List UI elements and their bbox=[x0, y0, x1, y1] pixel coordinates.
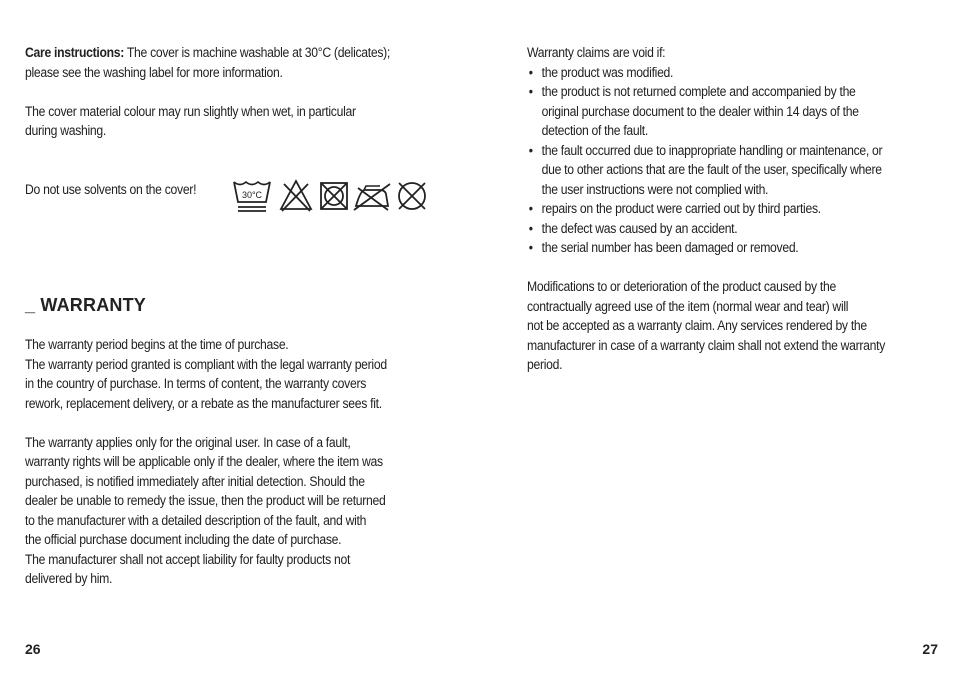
care-instructions bbox=[25, 44, 429, 142]
no-iron-icon bbox=[352, 178, 392, 214]
care-symbols bbox=[232, 178, 432, 214]
para-line: contractually agreed use of the item (normal wear and tear) will bbox=[527, 298, 849, 315]
solvents-note: Do not use solvents on the cover! bbox=[25, 182, 197, 198]
list-item: • the product is not returned complete and accompanied by the original purchase document to the dealer within 14 days of the detection of the fault. bbox=[528, 84, 859, 139]
para-line: not be accepted as a warranty claim. Any services rendered by the bbox=[527, 318, 867, 334]
left-page bbox=[25, 0, 435, 678]
colour-note-line2: during washing. bbox=[25, 123, 106, 139]
no-dry-clean-icon bbox=[394, 178, 430, 214]
care-text-line2: please see the washing label for more information. bbox=[25, 64, 283, 81]
bullet: • bbox=[528, 240, 533, 256]
para-line: dealer be unable to remedy the issue, then the product will be returned bbox=[25, 493, 386, 509]
para-line: manufacturer in case of a warranty claim shall not extend the warranty bbox=[527, 337, 886, 354]
list-item: • the serial number has been damaged or removed. bbox=[527, 239, 931, 259]
list-item: • repairs on the product were carried out by third parties. bbox=[527, 200, 931, 220]
bullet: • bbox=[528, 64, 533, 81]
page-number-right: 27 bbox=[922, 641, 938, 657]
bullet: • bbox=[528, 84, 533, 100]
void-section bbox=[527, 44, 931, 376]
bullet: • bbox=[528, 142, 533, 159]
para-line: delivered by him. bbox=[25, 571, 113, 587]
list-item: • the defect was caused by an accident. bbox=[527, 220, 931, 240]
para-line: rework, replacement delivery, or a rebate as the manufacturer sees fit. bbox=[25, 395, 382, 412]
right-page bbox=[527, 0, 938, 678]
care-label: Care instructions: bbox=[25, 45, 124, 61]
para-line: The manufacturer shall not accept liability for faulty products not bbox=[25, 551, 351, 568]
para-line: period. bbox=[527, 357, 563, 373]
colour-note-line1: The cover material colour may run slightly when wet, in particular bbox=[25, 103, 356, 120]
para-line: purchased, is notified immediately after initial detection. Should the bbox=[25, 473, 365, 490]
care-text-line1: The cover is machine washable at 30°C (delicates); bbox=[123, 45, 391, 61]
void-intro: Warranty claims are void if: bbox=[527, 45, 666, 61]
warranty-para1 bbox=[25, 336, 429, 414]
bullet: • bbox=[528, 220, 533, 237]
no-tumble-dry-icon bbox=[318, 178, 350, 214]
warranty-para2 bbox=[25, 434, 429, 590]
wash-30-gentle-icon bbox=[232, 178, 274, 214]
modifications-para bbox=[527, 278, 931, 376]
para-line: Modifications to or deterioration of the product caused by the bbox=[527, 279, 836, 295]
list-item: • the fault occurred due to inappropriate handling or maintenance, or due to other actions that are the fault of the user, specifically where the user instructions were not complied with. bbox=[528, 142, 883, 198]
para-line: in the country of purchase. In terms of content, the warranty covers bbox=[25, 376, 367, 392]
para-line: to the manufacturer with a detailed description of the fault, and with bbox=[25, 512, 367, 529]
wash-temp-label: 30°C bbox=[241, 190, 263, 200]
para-line: The warranty period begins at the time of purchase. bbox=[25, 337, 289, 353]
list-item: • the product was modified. bbox=[527, 64, 931, 84]
para-line: The warranty applies only for the original user. In case of a fault, bbox=[25, 434, 351, 451]
para-line: the official purchase document including the date of purchase. bbox=[25, 532, 342, 548]
no-bleach-icon bbox=[278, 178, 314, 214]
page-number-left: 26 bbox=[25, 641, 41, 657]
para-line: The warranty period granted is compliant with the legal warranty period bbox=[25, 356, 387, 373]
para-line: warranty rights will be applicable only if the dealer, where the item was bbox=[25, 454, 383, 470]
bullet: • bbox=[528, 201, 533, 217]
warranty-heading: _ WARRANTY bbox=[25, 295, 147, 315]
void-list bbox=[527, 64, 931, 259]
warranty-body bbox=[25, 336, 429, 590]
